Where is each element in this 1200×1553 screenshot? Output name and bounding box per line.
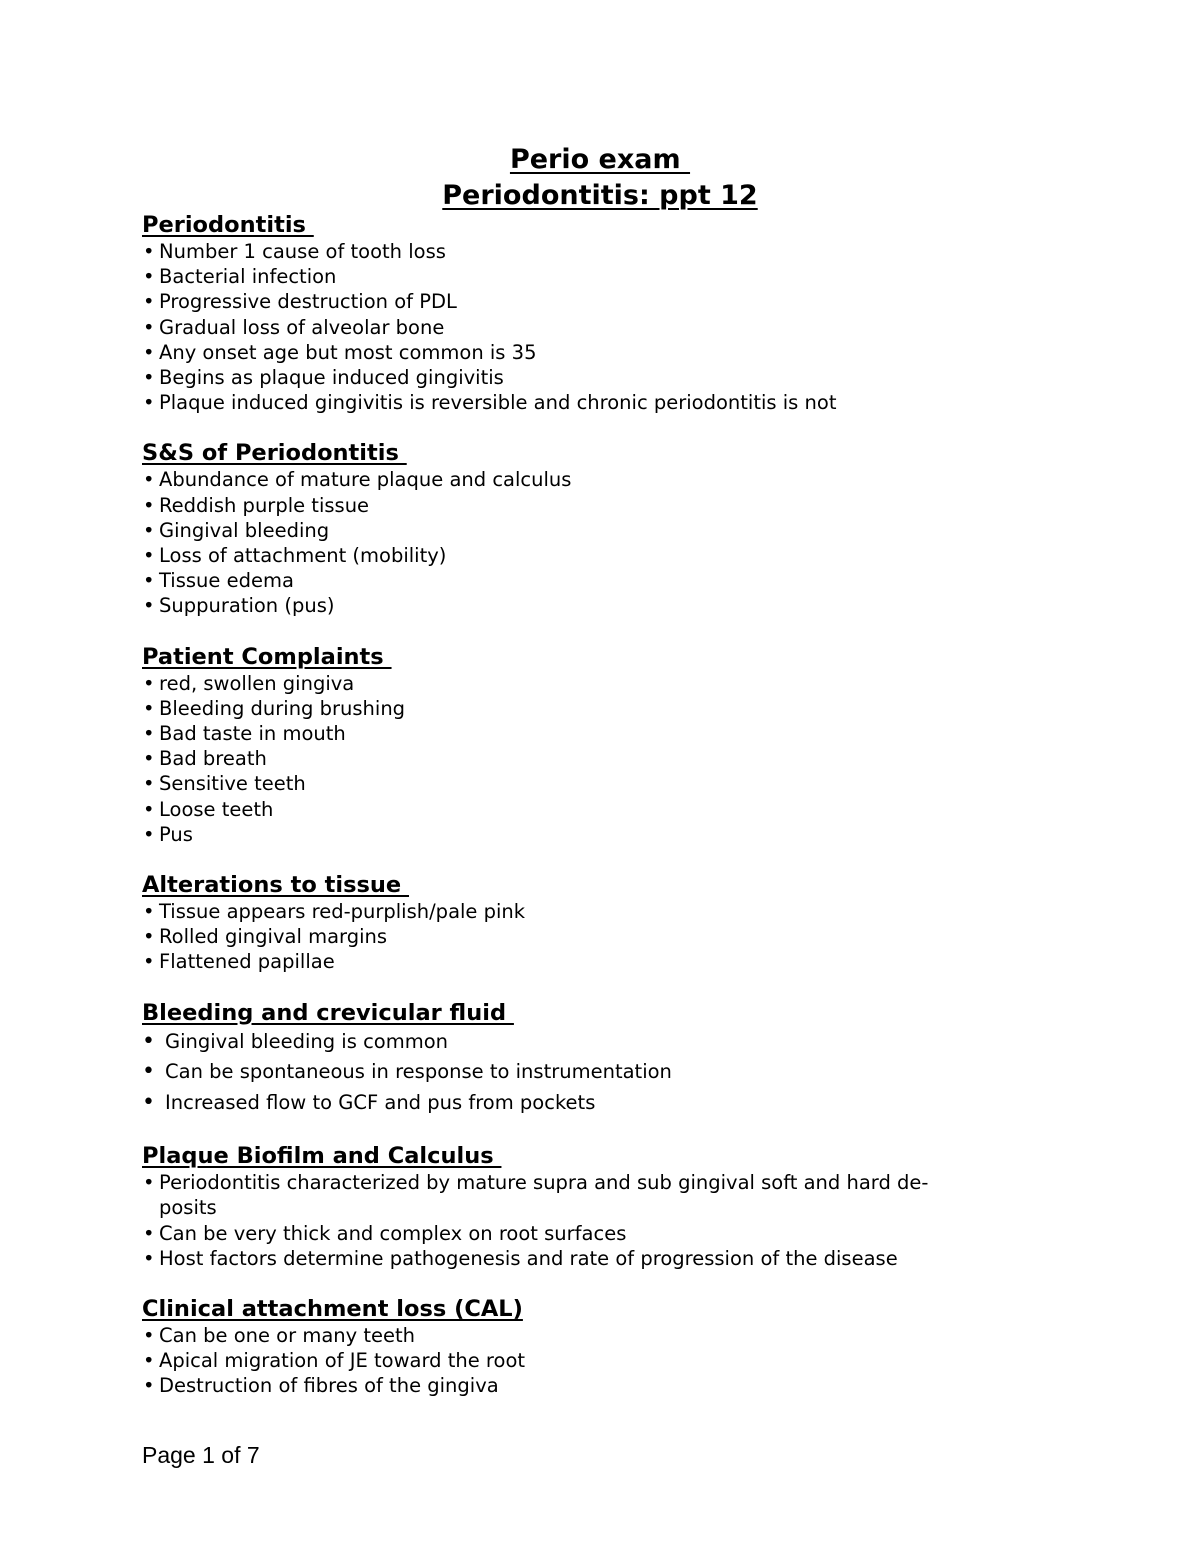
list-item-text: Abundance of mature plaque and calculus <box>159 468 572 492</box>
list-item <box>142 671 1042 696</box>
page-number: Page 1 of 7 <box>142 1442 260 1468</box>
section-signs-and-symptoms <box>142 440 1042 618</box>
bullet-icon: • <box>143 1349 155 1373</box>
list-item <box>142 696 1042 721</box>
list-item <box>142 315 1042 340</box>
list-item <box>142 264 1042 289</box>
bullet-list <box>142 239 1042 415</box>
bullet-icon: • <box>143 822 155 846</box>
bullet-icon: • <box>143 569 155 593</box>
bullet-icon: • <box>143 1221 155 1245</box>
list-item <box>142 365 1042 390</box>
list-item-text: Suppuration (pus) <box>159 594 335 618</box>
bullet-icon: • <box>143 1374 155 1398</box>
list-item-text: Increased flow to GCF and pus from pockets <box>165 1090 596 1114</box>
list-item-text: Reddish purple tissue <box>159 493 370 517</box>
list-item-text: Can be spontaneous in response to instrumentation <box>165 1060 672 1084</box>
list-item <box>142 771 1042 796</box>
section-alterations-to-tissue <box>142 872 1042 975</box>
list-item <box>142 239 1042 264</box>
bullet-icon: • <box>142 1028 155 1054</box>
bullet-icon: • <box>143 772 155 796</box>
list-item <box>142 1348 1042 1373</box>
list-item-text: Bad breath <box>159 747 267 771</box>
list-item-text: Plaque induced gingivitis is reversible and chronic periodontitis is not <box>159 391 837 415</box>
bullet-icon: • <box>143 468 155 492</box>
list-item <box>142 797 1042 822</box>
bullet-list <box>142 467 1042 618</box>
list-item <box>142 518 1042 543</box>
bullet-icon: • <box>143 240 155 263</box>
list-item-text: Bad taste in mouth <box>159 722 346 746</box>
section-heading: Clinical attachment loss (CAL) <box>142 1295 523 1322</box>
list-item <box>142 1170 1042 1220</box>
document-subtitle: Periodontitis: ppt 12 <box>442 180 758 211</box>
list-item <box>142 924 1042 949</box>
bullet-icon: • <box>143 493 155 517</box>
list-item <box>142 1323 1042 1348</box>
list-item <box>142 340 1042 365</box>
list-item-text: Begins as plaque induced gingivitis <box>159 366 504 390</box>
section-heading: S&S of Periodontitis <box>142 440 407 467</box>
bullet-list <box>142 1323 1042 1399</box>
list-item <box>142 1088 1042 1119</box>
list-item <box>142 1027 1042 1058</box>
list-item-text: Periodontitis characterized by mature supra and sub gingival soft and hard de- posits <box>159 1171 929 1220</box>
document-body <box>142 212 1042 1399</box>
list-item <box>142 1246 1042 1271</box>
bullet-list <box>142 899 1042 975</box>
bullet-icon: • <box>143 366 155 390</box>
list-item-text: Pus <box>159 822 193 846</box>
bullet-icon: • <box>143 900 155 924</box>
list-item-text: Bacterial infection <box>159 265 337 289</box>
list-item-text: Gradual loss of alveolar bone <box>159 315 445 339</box>
list-item-text: Can be one or many teeth <box>159 1323 416 1347</box>
list-item-text: Loss of attachment (mobility) <box>159 544 447 568</box>
list-item <box>142 543 1042 568</box>
list-item-text: Tissue edema <box>159 569 294 593</box>
section-heading: Plaque Biofilm and Calculus <box>142 1143 502 1170</box>
bullet-list <box>142 671 1042 847</box>
section-heading: Alterations to tissue <box>142 872 410 899</box>
list-item-text: Apical migration of JE toward the root <box>159 1349 526 1373</box>
bullet-icon: • <box>142 1089 155 1115</box>
bullet-icon: • <box>143 747 155 771</box>
list-item <box>142 1221 1042 1246</box>
list-item <box>142 289 1042 314</box>
bullet-icon: • <box>143 544 155 568</box>
document-title: Perio exam <box>509 144 691 175</box>
section-clinical-attachment-loss <box>142 1296 1042 1399</box>
bullet-list <box>142 1170 1042 1271</box>
list-item <box>142 467 1042 492</box>
list-item-text: Flattened papillae <box>159 950 335 974</box>
list-item-text: Gingival bleeding is common <box>165 1029 449 1053</box>
section-heading: Periodontitis <box>142 212 314 238</box>
list-item-text: Sensitive teeth <box>159 772 306 796</box>
list-item-text: Host factors determine pathogenesis and rate of progression of the disease <box>159 1246 898 1270</box>
list-item-text: Progressive destruction of PDL <box>159 290 457 314</box>
list-item <box>142 568 1042 593</box>
bullet-icon: • <box>143 594 155 618</box>
list-item <box>142 721 1042 746</box>
list-item-text: Bleeding during brushing <box>159 696 406 720</box>
bullet-icon: • <box>143 1171 155 1195</box>
bullet-icon: • <box>143 671 155 695</box>
bullet-icon: • <box>143 1323 155 1347</box>
list-item <box>142 593 1042 618</box>
bullet-icon: • <box>143 340 155 364</box>
list-item <box>142 493 1042 518</box>
section-periodontitis <box>142 212 1042 415</box>
list-item-text: Tissue appears red-purplish/pale pink <box>159 900 526 924</box>
bullet-icon: • <box>143 391 155 415</box>
list-item-text: Can be very thick and complex on root surfaces <box>159 1221 627 1245</box>
list-item-text: Gingival bleeding <box>159 518 330 542</box>
bullet-icon: • <box>143 315 155 339</box>
list-item <box>142 949 1042 974</box>
bullet-icon: • <box>143 797 155 821</box>
bullet-icon: • <box>143 722 155 746</box>
list-item <box>142 822 1042 847</box>
list-item <box>142 1373 1042 1398</box>
section-bleeding-and-crevicular-fluid <box>142 1000 1042 1119</box>
list-item-text: Number 1 cause of tooth loss <box>159 240 446 263</box>
bullet-icon: • <box>143 518 155 542</box>
bullet-icon: • <box>143 950 155 974</box>
section-plaque-biofilm-and-calculus <box>142 1143 1042 1271</box>
list-item <box>142 899 1042 924</box>
bullet-icon: • <box>143 1246 155 1270</box>
list-item-text: red, swollen gingiva <box>159 671 355 695</box>
section-patient-complaints <box>142 644 1042 847</box>
bullet-icon: • <box>143 290 155 314</box>
list-item <box>142 390 1042 415</box>
list-item-text: Loose teeth <box>159 797 274 821</box>
bullet-icon: • <box>142 1059 155 1085</box>
bullet-icon: • <box>143 265 155 289</box>
list-item <box>142 1057 1042 1088</box>
bullet-list <box>142 1027 1042 1119</box>
bullet-icon: • <box>143 925 155 949</box>
list-item-text: Destruction of fibres of the gingiva <box>159 1374 499 1398</box>
list-item-text: Rolled gingival margins <box>159 925 388 949</box>
bullet-icon: • <box>143 696 155 720</box>
list-item-text: Any onset age but most common is 35 <box>159 340 537 364</box>
section-heading: Bleeding and crevicular fluid <box>142 999 514 1026</box>
title-block <box>0 142 1200 214</box>
list-item <box>142 746 1042 771</box>
section-heading: Patient Complaints <box>142 643 392 670</box>
